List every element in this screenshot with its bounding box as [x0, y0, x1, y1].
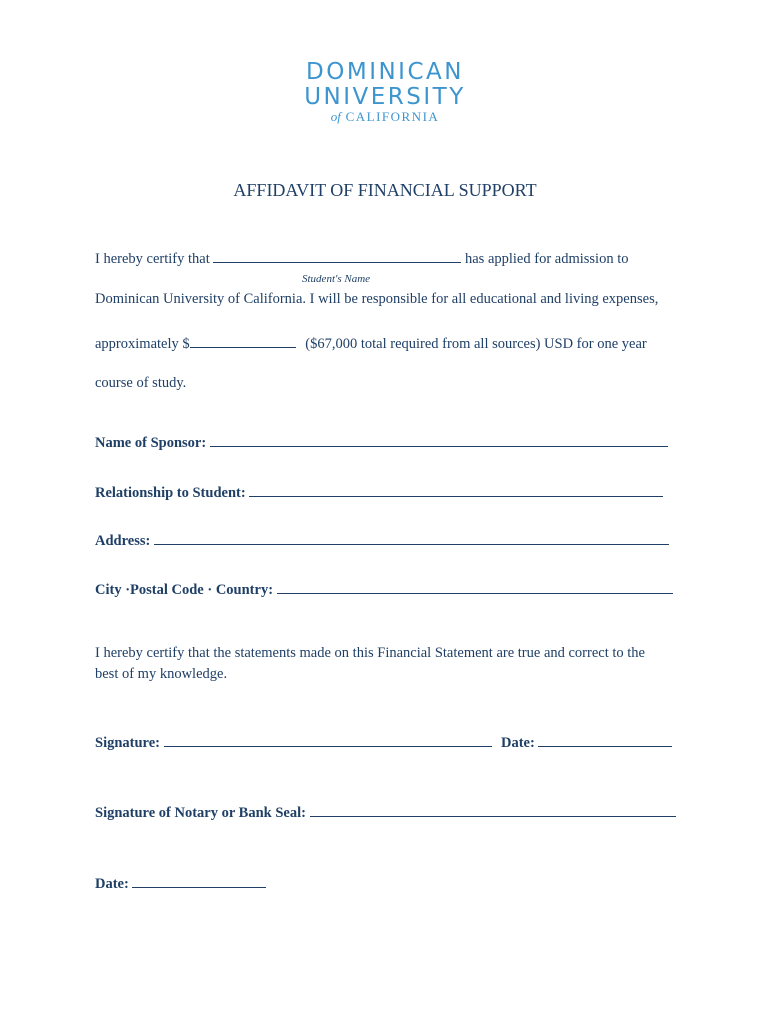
city-label: City ·Postal Code · Country: [95, 582, 274, 598]
student-name-caption: Student's Name [302, 273, 371, 285]
relationship-field[interactable] [249, 482, 663, 497]
notary-row [95, 802, 676, 822]
amount-prefix: approximately $ [95, 336, 190, 352]
sponsor-name-field[interactable] [210, 432, 668, 447]
certify-line-3 [95, 333, 647, 353]
university-logo [0, 60, 770, 124]
address-label: Address: [95, 533, 151, 549]
sponsor-label: Name of Sponsor: [95, 435, 207, 451]
logo-line-dominican: DOMINICAN [306, 59, 464, 85]
final-date-field[interactable] [132, 873, 266, 888]
relationship-row [95, 482, 663, 502]
signature-date-field[interactable] [538, 732, 672, 747]
signature-date-label: Date: [501, 735, 535, 751]
final-date-label: Date: [95, 876, 129, 892]
logo-line-california [0, 110, 770, 124]
certify-line-2: Dominican University of California. I will be responsible for all educational and living expenses, [95, 291, 659, 307]
address-field[interactable] [154, 530, 669, 545]
logo-line-university: UNIVERSITY [304, 84, 466, 110]
city-postal-country-field[interactable] [277, 579, 673, 594]
signature-field[interactable] [164, 732, 492, 747]
notary-label: Signature of Notary or Bank Seal: [95, 805, 306, 821]
address-row [95, 530, 669, 550]
logo-california: CALIFORNIA [345, 109, 440, 124]
amount-suffix: ($67,000 total required from all sources) USD for one year [305, 336, 647, 352]
student-name-field[interactable] [213, 248, 461, 263]
logo-of: of [330, 109, 341, 124]
certify-line-1 [95, 248, 629, 268]
sponsor-row [95, 432, 668, 452]
statement-line-1: I hereby certify that the statements made on this Financial Statement are true and correct to the [95, 645, 645, 661]
final-date-row [95, 873, 266, 893]
statement-line-2: best of my knowledge. [95, 666, 228, 682]
certify-suffix: has applied for admission to [464, 251, 629, 267]
city-row [95, 579, 673, 599]
signature-row [95, 732, 492, 752]
amount-field[interactable] [190, 333, 296, 348]
signature-label: Signature: [95, 735, 160, 751]
document-title: AFFIDAVIT OF FINANCIAL SUPPORT [233, 180, 537, 200]
signature-date-row [501, 732, 672, 752]
certify-prefix: I hereby certify that [95, 251, 210, 267]
relationship-label: Relationship to Student: [95, 485, 246, 501]
notary-signature-field[interactable] [310, 802, 676, 817]
certify-line-4: course of study. [95, 375, 187, 391]
